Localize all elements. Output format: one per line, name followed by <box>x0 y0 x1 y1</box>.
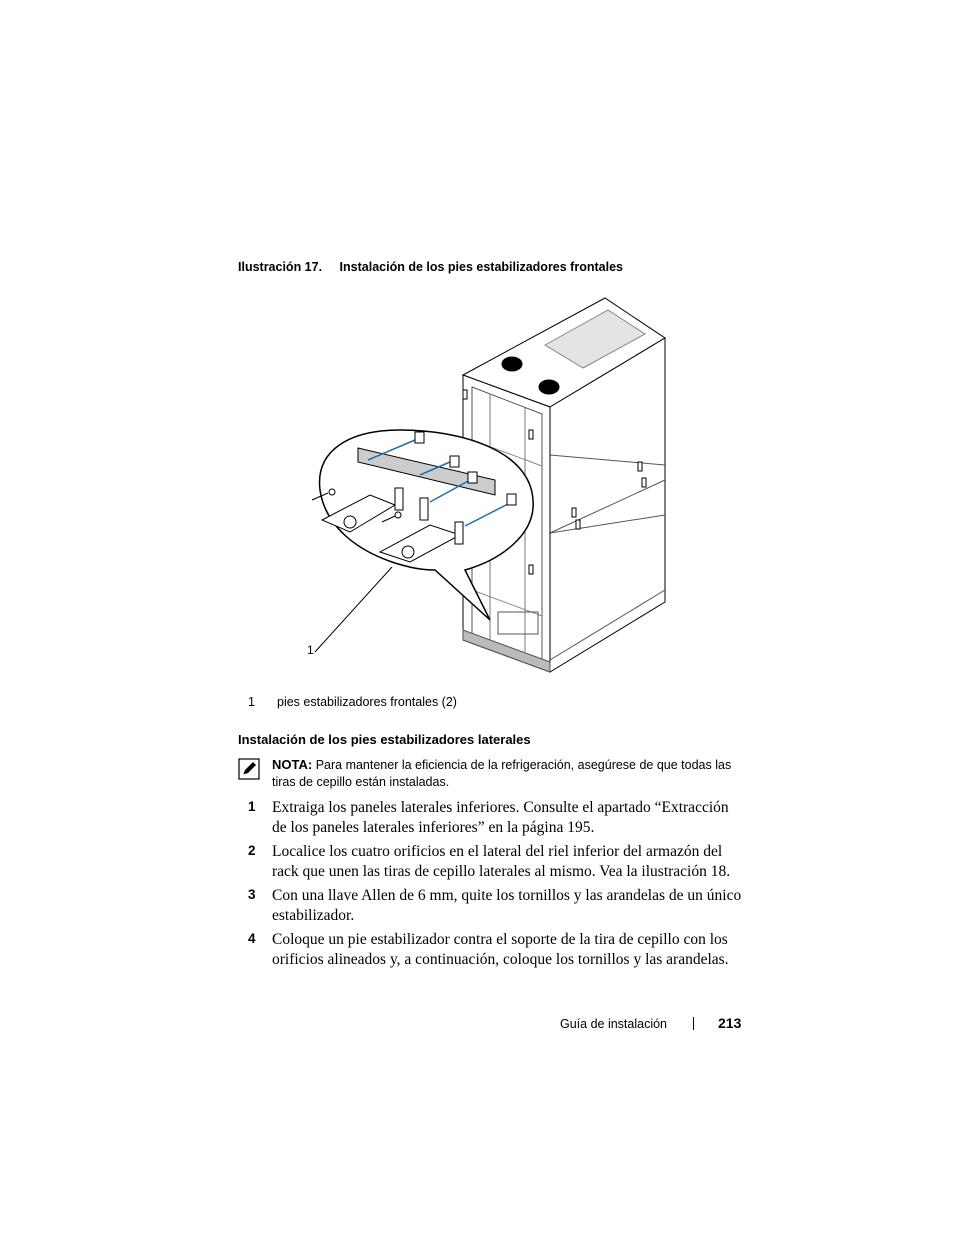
pencil-icon <box>238 758 260 780</box>
footer-divider <box>693 1017 694 1030</box>
callout-number: 1 <box>307 643 314 657</box>
rack-stabilizer-illustration <box>300 290 680 685</box>
note-box <box>238 756 738 791</box>
note-label: NOTA: <box>272 757 313 772</box>
list-item <box>248 930 743 969</box>
step-number: 3 <box>248 887 256 902</box>
step-number: 1 <box>248 799 256 814</box>
callout-leader <box>315 567 392 652</box>
section-title: Instalación de los pies estabilizadores laterales <box>238 732 531 747</box>
list-item <box>248 798 743 837</box>
steps-list <box>248 798 743 974</box>
guide-title: Guía de instalación <box>560 1017 668 1031</box>
list-item <box>248 886 743 925</box>
step-text: Con una llave Allen de 6 mm, quite los tornillos y las arandelas de un único estabilizador. <box>272 887 742 924</box>
step-text: Extraiga los paneles laterales inferiores. Consulte el apartado “Extracción de los paneles laterales inferiores” en la página 195. <box>272 799 729 836</box>
figure-caption <box>238 260 623 274</box>
step-text: Coloque un pie estabilizador contra el soporte de la tira de cepillo con los orificios alineados y, a continuación, coloque los tornillos y las arandelas. <box>272 931 729 968</box>
step-text: Localice los cuatro orificios en el lateral del riel inferior del armazón del rack que unen las tiras de cepillo laterales al mismo. Vea la ilustración 18. <box>272 843 731 880</box>
figure-number: Ilustración 17. <box>238 260 323 274</box>
figure-title: Instalación de los pies estabilizadores frontales <box>339 260 623 274</box>
note-body: Para mantener la eficiencia de la refrigeración, asegúrese de que todas las tiras de cepillo están instaladas. <box>272 758 732 789</box>
note-text <box>272 756 738 791</box>
step-number: 2 <box>248 843 256 858</box>
step-number: 4 <box>248 931 256 946</box>
list-item <box>248 842 743 881</box>
legend-text: pies estabilizadores frontales (2) <box>277 695 457 709</box>
page-footer <box>560 1015 741 1031</box>
legend-number: 1 <box>248 695 255 709</box>
figure-legend <box>248 695 457 709</box>
page-number: 213 <box>718 1015 742 1031</box>
